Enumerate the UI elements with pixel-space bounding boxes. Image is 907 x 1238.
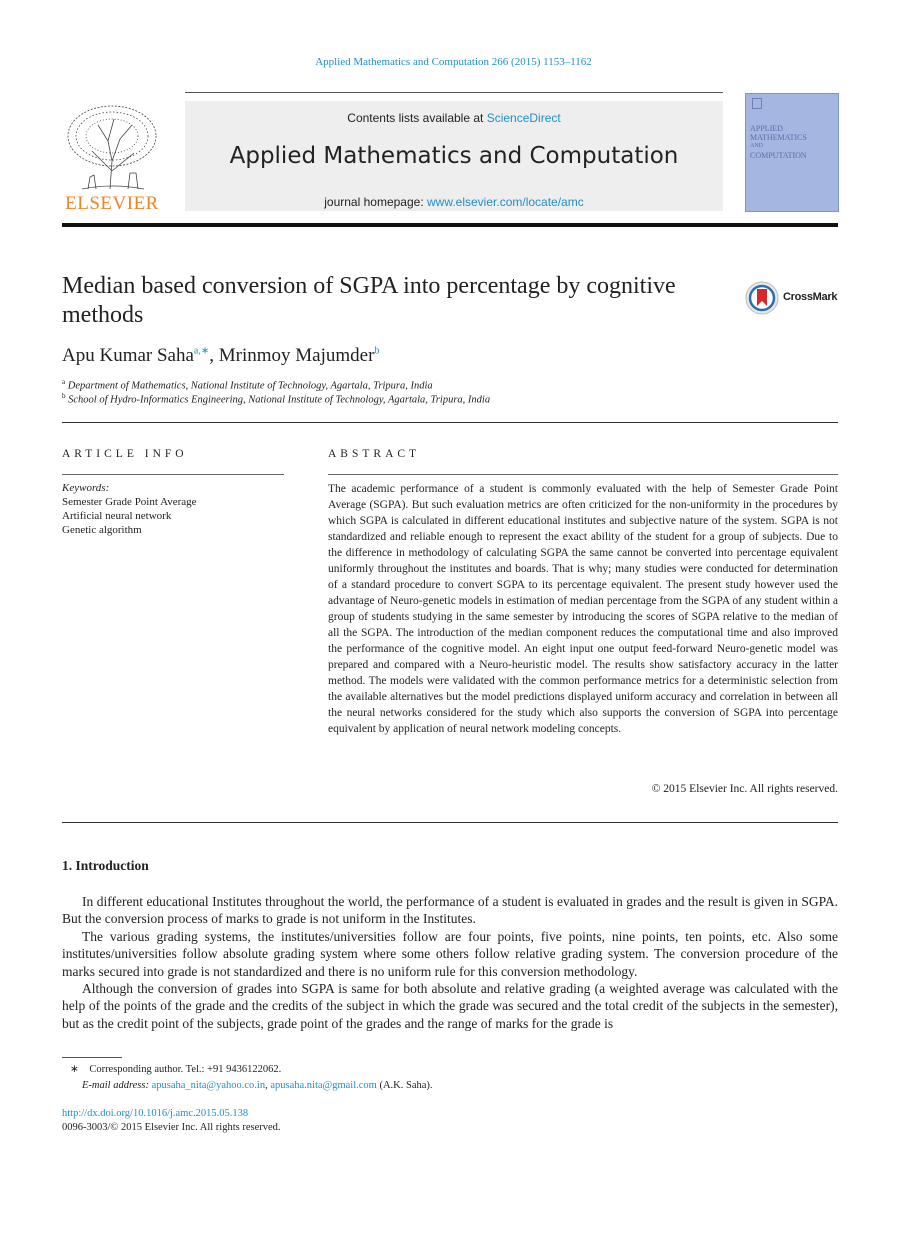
introduction-heading: 1. Introduction [62,858,149,873]
publisher-name: ELSEVIER [65,193,159,214]
crossmark-icon [745,280,781,316]
affil-mark: a [62,378,66,386]
affiliation-b [62,392,490,406]
author-name[interactable]: Mrinmoy Majumder [218,345,375,366]
author-affil-mark[interactable]: b [374,345,380,357]
corresponding-footnote [70,1063,281,1075]
keywords-block [62,481,292,537]
cover-line: APPLIED [750,124,783,133]
contents-line [185,111,723,125]
abstract-text: The academic performance of a student is commonly evaluated with the help of Semester Grade Point Average (SGPA). But such evaluation metrics are often criticized for the non-uniformity in the procedures by which SGPA is calculated in different educational institutes and subjective nature of the system. SGPA is not standardized and reliable enough to represent the exact ability of the student for a group of subjects. Due to the difference in methodology of calculating SGPA the same cannot be converted into percentage equivalent uniformly throughout the institutes and boards. That is why; many studies were conducted for determination of a standard procedure to convert SGPA to its percentage equivalent. The present study however used the advantage of Neuro-genetic models in estimation of median percentage from the SGPA of any student within a group of students studying in the same semester by introducing the scores of SGPA relative to the median of all the SGPA. The introduction of the median component reduces the computational time and also improved the performance of the cognitive model. An eight input one output feed-forward Neuro-genetic model was prepared and compared with a Neuro-heuristic model. The results show satisfactory accuracy in the latter method. The models were validated with the common performance metrics for a deterministic selection from the available alternatives but the model predictions displayed uniform accuracy and correlation in between all the neural networks considered for the study which also supports the conversion of SGPA into percentage equivalent by application of neural network modeling concepts. [328,483,838,735]
email-suffix: (A.K. Saha). [376,1080,433,1091]
journal-title: Applied Mathematics and Computation [229,143,679,169]
intro-paragraph: Although the conversion of grades into SGPA is same for both absolute and relative grading (a weighted average was calculated with the help of the points of the grade and the credits of the subject in which the grade was secured and the total credit of the subjects in the semester), but as the credit point of the subjects, grade point of the grades and the range of marks for the grade is [62,981,838,1031]
crossmark-label: CrossMark [783,291,838,303]
doi-link[interactable]: http://dx.doi.org/10.1016/j.amc.2015.05.138 [62,1108,249,1119]
journal-citation[interactable]: Applied Mathematics and Computation 266 (2015) 1153–1162 [315,56,592,68]
intro-paragraph: The various grading systems, the institutes/universities follow are four points, five points, nine points, ten points, etc. Also some institutes/universities follow absolute grading system where some others follow relative grading system. The conversion procedure of the marks secured into grade is not standardized and there is no uniform rule for this conversion methodology. [62,929,838,979]
author-name[interactable]: Apu Kumar Saha [62,345,194,366]
article-title: Median based conversion of SGPA into percentage by cognitive methods [62,273,676,328]
banner-top-rule [185,92,723,93]
header-rule [62,223,838,227]
footnote-rule [62,1057,122,1058]
elsevier-logo [62,101,162,213]
article-info-heading: ARTICLE INFO [62,448,188,460]
cover-line: MATHEMATICS [750,133,807,142]
author-affil-mark[interactable]: a,∗ [193,345,210,357]
affil-text: School of Hydro-Informatics Engineering, National Institute of Technology, Agartala, Tripura, India [68,394,491,406]
email-link[interactable]: apusaha.nita@gmail.com [270,1080,377,1091]
cover-logo-icon [752,98,762,109]
email-separator: , [265,1080,271,1091]
abstract-rule [328,474,838,475]
homepage-prefix: journal homepage: [324,195,427,209]
intro-paragraph: In different educational Institutes throughout the world, the performance of a student is evaluated in grades and the result is given in SGPA. But the conversion process of marks to grade is not uniform in the Institutes. [62,894,838,927]
homepage-link[interactable]: www.elsevier.com/locate/amc [427,195,584,209]
affil-text: Department of Mathematics, National Institute of Technology, Agartala, Tripura, India [67,380,433,392]
cover-line: COMPUTATION [750,151,807,160]
abstract-heading: ABSTRACT [328,448,421,460]
keyword-item: Genetic algorithm [62,524,142,536]
corresponding-text: Corresponding author. Tel.: +91 9436122062. [89,1064,282,1075]
contents-prefix: Contents lists available at [347,111,487,125]
author-separator: , [209,345,219,366]
email-footnote [82,1080,433,1091]
cover-line: AND [750,143,763,149]
affiliation-a [62,378,433,392]
affil-mark: b [62,392,66,400]
section-rule [62,422,838,423]
homepage-line [185,195,723,209]
abstract-end-rule [62,822,838,823]
cover-title [750,124,834,160]
journal-cover[interactable] [745,93,839,212]
sciencedirect-link[interactable]: ScienceDirect [486,111,561,125]
email-link[interactable]: apusaha_nita@yahoo.co.in [151,1080,266,1091]
footnote-mark: ∗ [70,1064,79,1075]
keywords-label: Keywords: [62,482,110,494]
journal-banner [185,101,723,211]
keyword-item: Semester Grade Point Average [62,496,197,508]
crossmark-badge[interactable] [745,280,855,316]
abstract-copyright: © 2015 Elsevier Inc. All rights reserved. [651,783,838,795]
email-label: E-mail address: [82,1080,149,1091]
issn-line: 0096-3003/© 2015 Elsevier Inc. All rights reserved. [62,1122,281,1133]
author-list [62,345,379,367]
keyword-item: Artificial neural network [62,510,172,522]
article-info-rule [62,474,284,475]
